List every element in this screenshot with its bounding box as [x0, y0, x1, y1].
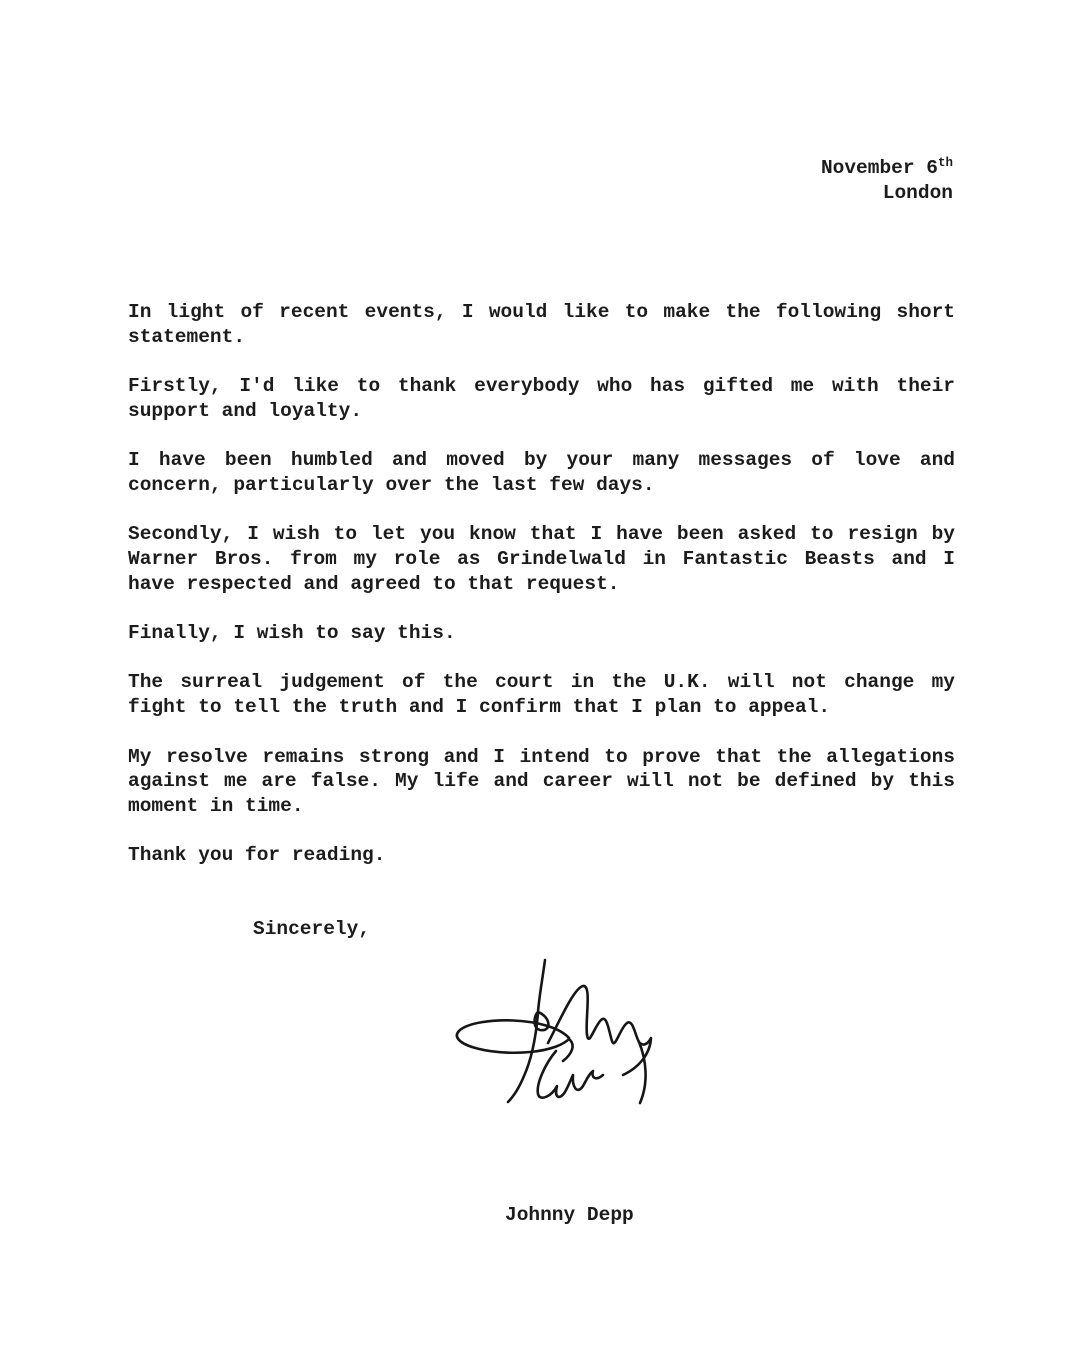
paragraph-line: Finally, I wish to say this. [128, 622, 456, 645]
signature-stroke-descender [639, 1042, 646, 1103]
paragraph-line: moment in time. [128, 794, 304, 817]
paragraph-line: In light of recent events, I would like to make the following short [128, 301, 955, 323]
paragraph [128, 745, 955, 819]
date-ordinal-suffix: th [937, 156, 953, 170]
paragraph-line: Firstly, I'd like to thank everybody who has gifted me with their [128, 375, 955, 398]
signature-scribble [435, 948, 687, 1134]
paragraph [128, 374, 955, 423]
signature-svg [435, 948, 687, 1134]
paragraph-line: statement. [128, 325, 246, 348]
paragraph [128, 670, 955, 719]
paragraph-line: have respected and agreed to that request. [128, 572, 620, 595]
date-block [821, 151, 953, 206]
closing-salutation: Sincerely, [253, 918, 371, 941]
signed-name: Johnny Depp [505, 1204, 634, 1226]
paragraph-line: Secondly, I wish to let you know that I have been asked to resign by [128, 523, 955, 546]
paragraph-line: concern, particularly over the last few days. [128, 473, 655, 496]
paragraph-line: My resolve remains strong and I intend to prove that the allegations [128, 745, 955, 768]
paragraph-line: I have been humbled and moved by your many messages of love and [128, 449, 955, 472]
city-line: London [882, 182, 953, 204]
paragraph [128, 843, 955, 868]
paragraph [128, 621, 955, 646]
paragraph-line: Warner Bros. from my role as Grindelwald in Fantastic Beasts and I [128, 547, 955, 570]
paragraph-line: The surreal judgement of the court in the U.K. will not change my [128, 671, 955, 694]
paragraph-line: Thank you for reading. [128, 844, 386, 867]
letter-body [128, 300, 955, 942]
date-line [821, 151, 953, 181]
date-text: November 6 [820, 157, 938, 179]
paragraph-line: support and loyalty. [128, 399, 363, 422]
paragraph [128, 522, 955, 596]
signature-stroke-vertical [508, 960, 548, 1102]
paragraph-line: fight to tell the truth and I confirm that I plan to appeal. [128, 696, 831, 719]
signature-stroke-bottom-w [538, 1051, 603, 1098]
paragraph-line: against me are false. My life and career will not be defined by this [128, 770, 955, 793]
paragraph [128, 300, 955, 349]
paragraph [128, 448, 955, 497]
